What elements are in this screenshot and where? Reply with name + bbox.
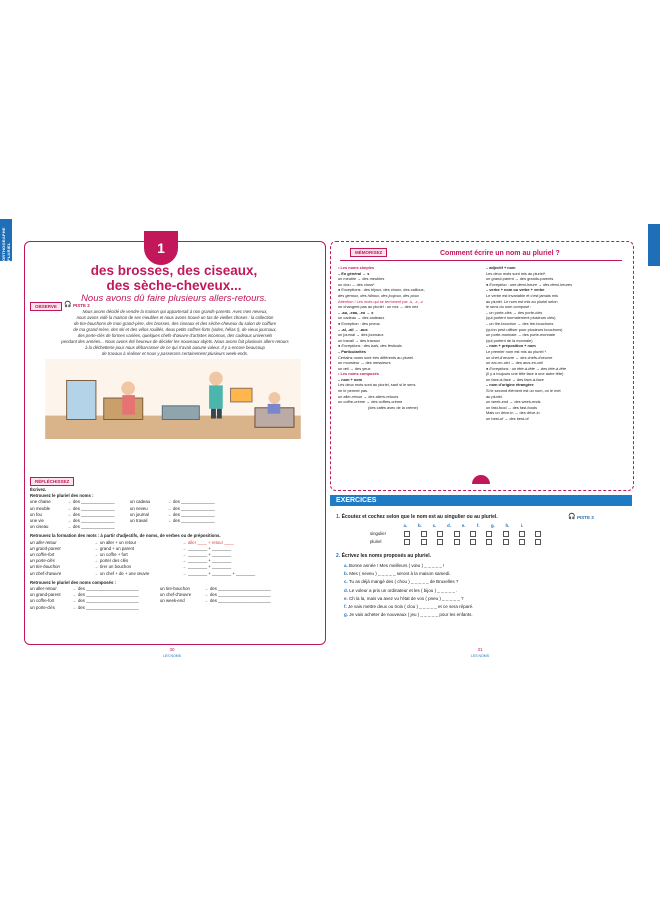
checkbox[interactable] xyxy=(535,531,541,537)
list-item[interactable]: g. Je vais acheter de nouveaux ( jeu ) _ _ _ _ _ pour les enfants. xyxy=(344,612,473,618)
answer-field[interactable]: des ______________________ xyxy=(78,592,139,598)
page-number: 31 xyxy=(477,647,483,652)
list-item: un neveu → des ______________ xyxy=(130,505,215,511)
instruction-ecrivez: Écrivez. xyxy=(30,487,47,492)
list-item[interactable]: c. Tu as déjà mangé des ( chou ) _ _ _ _ _ de Bruxelles ? xyxy=(344,579,459,585)
answer-field[interactable]: des ______________ xyxy=(173,499,215,505)
list-item: un cadeau → des ______________ xyxy=(130,499,215,505)
answer-field[interactable]: des ______________________ xyxy=(78,586,139,592)
headphones-icon[interactable]: 🎧 xyxy=(64,302,72,308)
observe-label: OBSERVE xyxy=(30,302,62,311)
audio-track-label[interactable]: PISTE 3 xyxy=(577,515,594,520)
question-2-items xyxy=(344,562,624,619)
checkbox[interactable] xyxy=(421,539,427,545)
checkbox[interactable] xyxy=(404,539,410,545)
answer-field[interactable]: des ______________ xyxy=(173,511,215,517)
list-item: un ciseau → des ______________ xyxy=(30,524,115,530)
list-item: un grand-parent → grand + un parent → ________ + ________ xyxy=(30,545,232,551)
checkbox[interactable] xyxy=(454,531,460,537)
list-item: un chef-d'œuvre → des ______________________ xyxy=(160,592,271,598)
answer-field[interactable]: ________ + ________ xyxy=(188,564,232,570)
answer-field[interactable]: des ______________________ xyxy=(78,598,139,604)
reflechissez-label: RÉFLÉCHISSEZ xyxy=(30,477,74,486)
list-item: un journal → des ______________ xyxy=(130,511,215,517)
list-item[interactable]: b. Mes ( neveu ) _ _ _ _ _ seront à la maison samedi. xyxy=(344,571,451,577)
answer-field[interactable]: aller ____ + retour ____ xyxy=(188,539,234,545)
question-2: 2. Écrivez les noms proposés au pluriel. xyxy=(336,553,432,559)
memo-column-1: • Les noms simples – En général → s un meuble → des meubles un clou → des clous* ● Exceptions : des bijoux, des choux, des cailloux, des genoux, des hiboux, des joujoux, des poux Attention ! Les mots qui se terminent par -s, -x, -z ne changent pas au pluriel : un nez → des nez – -au, -eau, -eu → x un cadeau → des cadeaux ● Exception : des pneus – -al, -ail → -aux un journal → des journaux un travail → des travaux ● Exceptions : des bals, des festivals – Particularités Certains noms sont très différents au pluriel. un monsieur → des messieurs un œil → des yeux • Les noms composés – nom + nom Les deux mots sont au pluriel, sauf si le sens ne le permet pas. un aller-retour → des allers-retours un coffre-crème → des coffres-crème (des cafés avec de la crème) xyxy=(338,265,425,410)
answer-field[interactable]: des ______________ xyxy=(73,505,115,511)
answer-row-pluriel: pluriel xyxy=(370,539,547,545)
audio-track-label[interactable]: PISTE 2 xyxy=(73,303,90,308)
list-item: un porte-clés → des ______________________ xyxy=(30,604,139,610)
checkbox[interactable] xyxy=(470,531,476,537)
list-item: une vie → des ______________ xyxy=(30,518,115,524)
list-item[interactable]: f. Je vais mettre deux ou trois ( clou ) _ _ _ _ _ et ce sera réparé. xyxy=(344,604,474,610)
answer-field[interactable]: des ______________ xyxy=(73,518,115,524)
lesson-number-badge: 1 xyxy=(144,231,178,265)
answer-field[interactable]: des ______________ xyxy=(73,511,115,517)
list-item: un aller-retour → un aller + un retour → aller ____ + retour ____ xyxy=(30,539,234,545)
instruction-retrouvez-2: Retrouvez la formation des mots : à partir d'adjectifs, de noms, de verbes ou de prépositions. xyxy=(30,533,221,539)
list-item: un week-end → des ______________________ xyxy=(160,598,271,604)
answer-field[interactable]: ________ + ________ xyxy=(188,545,232,551)
answer-row-singulier: singulier xyxy=(370,531,547,537)
list-item: un porte-clés → porter des clés → ________ + ________ xyxy=(30,558,232,564)
question-1: 1. Écoutez et cochez selon que le nom est au singulier ou au pluriel. xyxy=(336,514,498,520)
answer-field[interactable]: ________ + ________ xyxy=(188,552,232,558)
checkbox[interactable] xyxy=(437,539,443,545)
lesson-title-line2: des sèche-cheveux... xyxy=(106,278,242,293)
page-number: 30 xyxy=(169,647,175,652)
list-item: un fou → des ______________ xyxy=(30,511,115,517)
lesson-title-line1: des brosses, des ciseaux, xyxy=(90,263,258,278)
nouns-right-list xyxy=(130,499,250,530)
intro-text: Nous avons décidé de vendre la maison qui appartenait à nos grands-parents. Avec mes neveux, nous avons vidé la maison de ses meubles et nous avons trouvé un tas de vieilles choses : la collection de tire-bouchons de mon grand-père, des brosses, des ciseaux et des sèche-cheveux du salon de coiffure de ma grand-mère, des ski et des vélos rouillés, deux petits coffres-forts (vides, hélas !), de vieux journaux, des perte-clés de formes variées, quelques chefs-d'œuvre d'artistes inconnus, des cadeaux universels pendant des années... Nous avons été heureux de décider les nouveaux objets. Nous avons fait plusieurs allers-retours à la déchetterie pour nous débarrasser de ce qui n'avait aucune valeur. Il y a encore beaucoup de travaux à réaliser et nous y passerons certainement plusieurs week-ends. xyxy=(61,309,289,356)
answer-field[interactable]: des ______________________ xyxy=(78,604,139,610)
checkbox[interactable] xyxy=(421,531,427,537)
list-item: un grand-parent → des ______________________ xyxy=(30,592,139,598)
answer-field[interactable]: des ______________ xyxy=(173,505,215,511)
list-item[interactable]: e. Ch la la, mais va avez vu l'état de vos ( pneu ) _ _ _ _ _ ? xyxy=(344,595,464,601)
answer-field[interactable]: ________ + ________ xyxy=(188,558,232,564)
answer-field[interactable]: des ______________________ xyxy=(210,598,271,604)
section-label: LES NOMS xyxy=(162,654,182,658)
memo-column-2: – adjectif + nom Les deux mots sont mis au pluriel*. un grand-parent → des grands-parents ● Exception : une demi-heure → des demi-heures – verbe + nom ou verbe + verbe Le verbe est invariable et c'est jamais mis au pluriel. Le nom est mis au pluriel selon le sens du nom composé : – un porte-clés → des porte-clés (qui portent normalement plusieurs clés) – un tire-bouchon → des tire-bouchons (qu'on peut utiliser pour plusieurs bouchons) un porte-monnaie → des porte-monnaie (qui portent de la monnaie) – nom + préposition + nom Le premier nom est mis au pluriel *. un chef-d'œuvre → des chefs-d'œuvre un arc-en-ciel → des arcs-en-ciel ● Exceptions : un tête-à-tête → des tête-à-tête (il y a toujours une tête face à une autre tête) un face-à-face → des face-à-face – nom d'origine étrangère Si le second élément est un nom, on le met au pluriel. un week-end → des week-ends un fast-food → des fast-foods Mais un drive-in → des drive-in un best-of → des best-of xyxy=(486,265,573,422)
list-item: un tire-bouchon → tirer un bouchon → ________ + ________ xyxy=(30,564,232,570)
memorisez-label: MÉMORISEZ xyxy=(350,248,387,257)
list-item[interactable]: d. Le voleur a pris un ordinateur et les ( bijou ) _ _ _ _ _ . xyxy=(344,587,458,593)
illustration-attic xyxy=(42,359,304,439)
checkbox[interactable] xyxy=(519,531,525,537)
list-item: un meuble → des ______________ xyxy=(30,505,115,511)
left-page xyxy=(24,231,326,663)
list-item: un coffre-fort → des ______________________ xyxy=(30,598,139,604)
list-item[interactable]: a. Bonne année ! Mes meilleurs ( vœu ) _ _ _ _ _ ! xyxy=(344,563,445,568)
answer-field[interactable]: des ______________ xyxy=(173,518,215,524)
chapter-side-tab: ORTHOGRAPHE PLURIEL xyxy=(0,219,12,261)
instruction-retrouvez-1: Retrouvez le pluriel des noms : xyxy=(30,493,94,499)
checkbox[interactable] xyxy=(503,531,509,537)
answer-field[interactable]: des ______________________ xyxy=(210,592,271,598)
instruction-retrouvez-3: Retrouvez le pluriel des noms composés : xyxy=(30,579,116,585)
answer-field[interactable]: des ______________________ xyxy=(210,586,271,592)
answer-grid-header: a. b. c. d. e. f. g. h. i. xyxy=(403,523,524,528)
checkbox[interactable] xyxy=(535,539,541,545)
nouns-left-list xyxy=(30,499,130,530)
memo-title: Comment écrire un nom au pluriel ? xyxy=(440,250,560,257)
answer-field[interactable]: ________ + ________ + ________ xyxy=(188,570,256,576)
exercices-title: EXERCICES xyxy=(336,497,377,504)
chapter-side-tab-right xyxy=(648,224,660,266)
checkbox[interactable] xyxy=(437,531,443,537)
list-item: un tire-bouchon → des ______________________ xyxy=(160,586,271,592)
checkbox[interactable] xyxy=(470,539,476,545)
checkbox[interactable] xyxy=(503,539,509,545)
list-item: un chef-d'œuvre → un chef + de + une œuvre → ________ + ________ + ________ xyxy=(30,570,256,576)
answer-field[interactable]: des ______________ xyxy=(73,524,115,530)
checkbox[interactable] xyxy=(454,539,460,545)
composes-left-list xyxy=(30,586,160,611)
exercise-block xyxy=(30,487,320,611)
lesson-subtitle: Nous avons dû faire plusieurs allers-retours. xyxy=(81,293,267,304)
section-label: LES NOMS xyxy=(470,654,490,658)
answer-field[interactable]: des ______________ xyxy=(73,499,115,505)
checkbox[interactable] xyxy=(404,531,410,537)
list-item: un travail → des ______________ xyxy=(130,518,215,524)
formation-list xyxy=(30,540,320,577)
composes-right-list xyxy=(160,586,300,611)
checkbox[interactable] xyxy=(519,539,525,545)
list-item: un aller-retour → des ______________________ xyxy=(30,586,139,592)
checkbox[interactable] xyxy=(486,531,492,537)
checkbox[interactable] xyxy=(486,539,492,545)
headphones-icon[interactable]: 🎧 xyxy=(568,514,576,520)
list-item: une chaise → des ______________ xyxy=(30,499,115,505)
list-item: un coffre-fort → un coffre + fort → ________ + ________ xyxy=(30,552,232,558)
right-page xyxy=(330,231,632,663)
